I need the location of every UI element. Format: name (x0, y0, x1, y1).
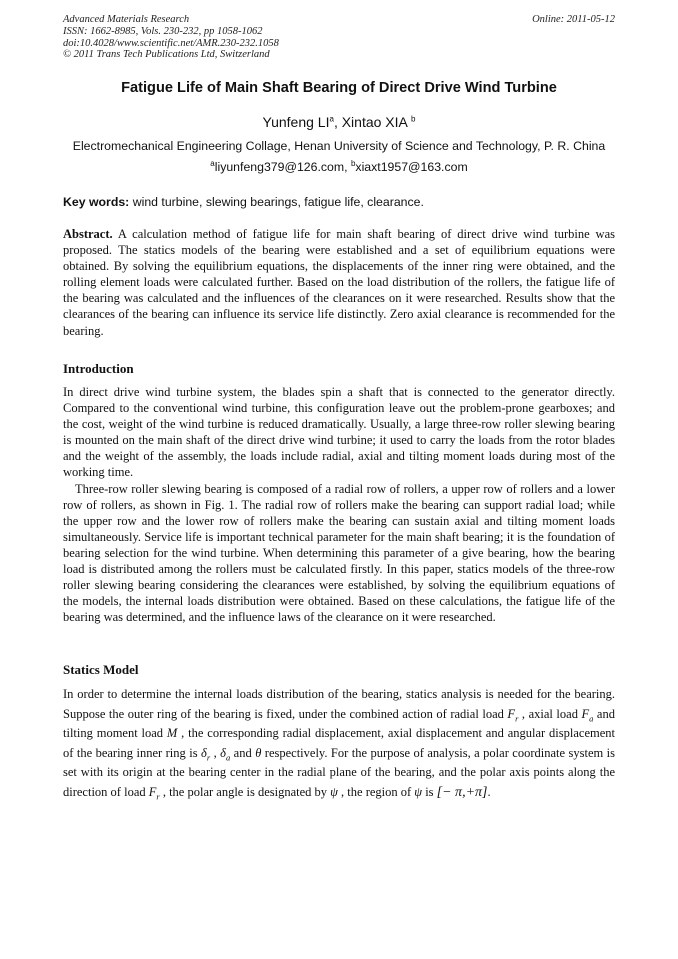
doi: doi:10.4028/www.scientific.net/AMR.230-232.1058 (63, 37, 279, 49)
paper-title: Fatigue Life of Main Shaft Bearing of Direct Drive Wind Turbine (121, 80, 557, 96)
statics-model-body: In order to determine the internal loads distribution of the bearing, statics analysis is needed for the bearing. Suppose the outer ring of the bearing is fixed, under the combined action of radial load $F_r$ , axial load $F_a$ and tilting moment load M , the corresponding radial displacement, axial displacement and angular displacement of the bearing inner ring is $\delta_r$ , $\delta_a$ and θ respectively. For the purpose of analysis, a polar coordinate system is set with its origin at the bearing center in the radial plane of the bearing, and the polar axis points along the direction of load $F_r$ , the polar angle is designated by ψ , the region of ψ is [− π,+π]. (63, 687, 616, 802)
affiliation: Electromechanical Engineering Collage, Henan University of Science and Technology, P. R. China (72, 139, 606, 153)
section-heading-introduction: Introduction (63, 361, 134, 376)
online-date: Online: 2011-05-12 (532, 14, 615, 25)
paragraph: Three-row roller slewing bearing is composed of a radial row of rollers, a upper row of rollers and a lower row of rollers, as shown in Fig. 1. The radial row of rollers make the bearing can support radial load; while the upper row and the lower row of rollers make the bearing can sustain axial and tilting moment loads simultaneously. Service life is important technical parameter for the main shaft bearing; it is the foundation of bearing selection for the wind turbine. When determining this parameter of a give bearing, how the bearing load is distributed among the rollers must be calculated firstly. In this paper, statics models of the three-row roller slewing bearing considering the clearances were established, by solving the equilibrium equations of the models, the internal loads distribution were obtained. Based on these calculations, the fatigue life of the bearing was determined, and the influence laws of the clearance on it were researched. (63, 481, 615, 625)
emails: $^a$liyunfeng379@126.com, $^b$xiaxt1957@163.com (210, 158, 468, 174)
introduction-body (63, 384, 615, 625)
journal-name: Advanced Materials Research (63, 14, 190, 25)
math-delta-a: δ (220, 745, 226, 760)
math-M: M (166, 726, 178, 741)
paragraph: In direct drive wind turbine system, the blades spin a shaft that is connected to the generator directly. Compared to the conventional wind turbine, this configuration leave out the problem-prone gearboxes; and the cost, weight of the wind turbine is reduced dramatically. Usually, a large three-row roller slewing bearing is mounted on the main shaft of the direct drive wind turbine; it used to carry the loads from the rotor blades and the weight of the assembly, the loads include radial, axial and tilting moment loads during most of the working time. (63, 385, 615, 480)
copyright: © 2011 Trans Tech Publications Ltd, Switzerland (63, 49, 270, 61)
abstract-label: Abstract. (63, 227, 113, 241)
keywords (63, 195, 615, 209)
math-theta: θ (255, 745, 262, 760)
section-heading-statics-model: Statics Model (63, 662, 139, 677)
abstract-text: A calculation method of fatigue life for main shaft bearing of direct drive wind turbine was proposed. The statics models of the bearing were established and a set of equilibrium equations were obtained. By solving the equilibrium equations, the displacements of the inner ring were obtained, and the rolling element loads were calculated further. Based on the load distribution of the rollers, the fatigue life of the bearing was calculated and the influences of the clearances on it were researched. Results show that the clearances of the bearing can influence its service life distinctly. Zero axial clearance is recommended for the bearing. (63, 227, 615, 338)
abstract (63, 226, 615, 339)
authors: Yunfeng $LI^a$, Xintao XIA $^b$ (262, 114, 416, 130)
math-Fr: F (507, 706, 516, 721)
keywords-text: wind turbine, slewing bearings, fatigue life, clearance. (129, 195, 424, 209)
author-2: Xintao XIA (341, 114, 408, 130)
email-2[interactable]: xiaxt1957@163.com (355, 160, 468, 174)
math-psi: ψ (414, 784, 423, 799)
keywords-label: Key words: (63, 195, 130, 209)
journal-header (63, 14, 615, 61)
author-1: Yunfeng LI (262, 114, 330, 130)
math-psi: ψ (330, 784, 338, 799)
math-region: [− π,+π] (436, 784, 488, 800)
issn: ISSN: 1662-8985, Vols. 230-232, pp 1058-1062 (63, 25, 263, 37)
email-1[interactable]: liyunfeng379@126.com, (214, 160, 351, 174)
math-Fa: F (581, 706, 590, 721)
math-delta-r: δ (201, 745, 207, 760)
math-Fr: F (148, 784, 157, 799)
